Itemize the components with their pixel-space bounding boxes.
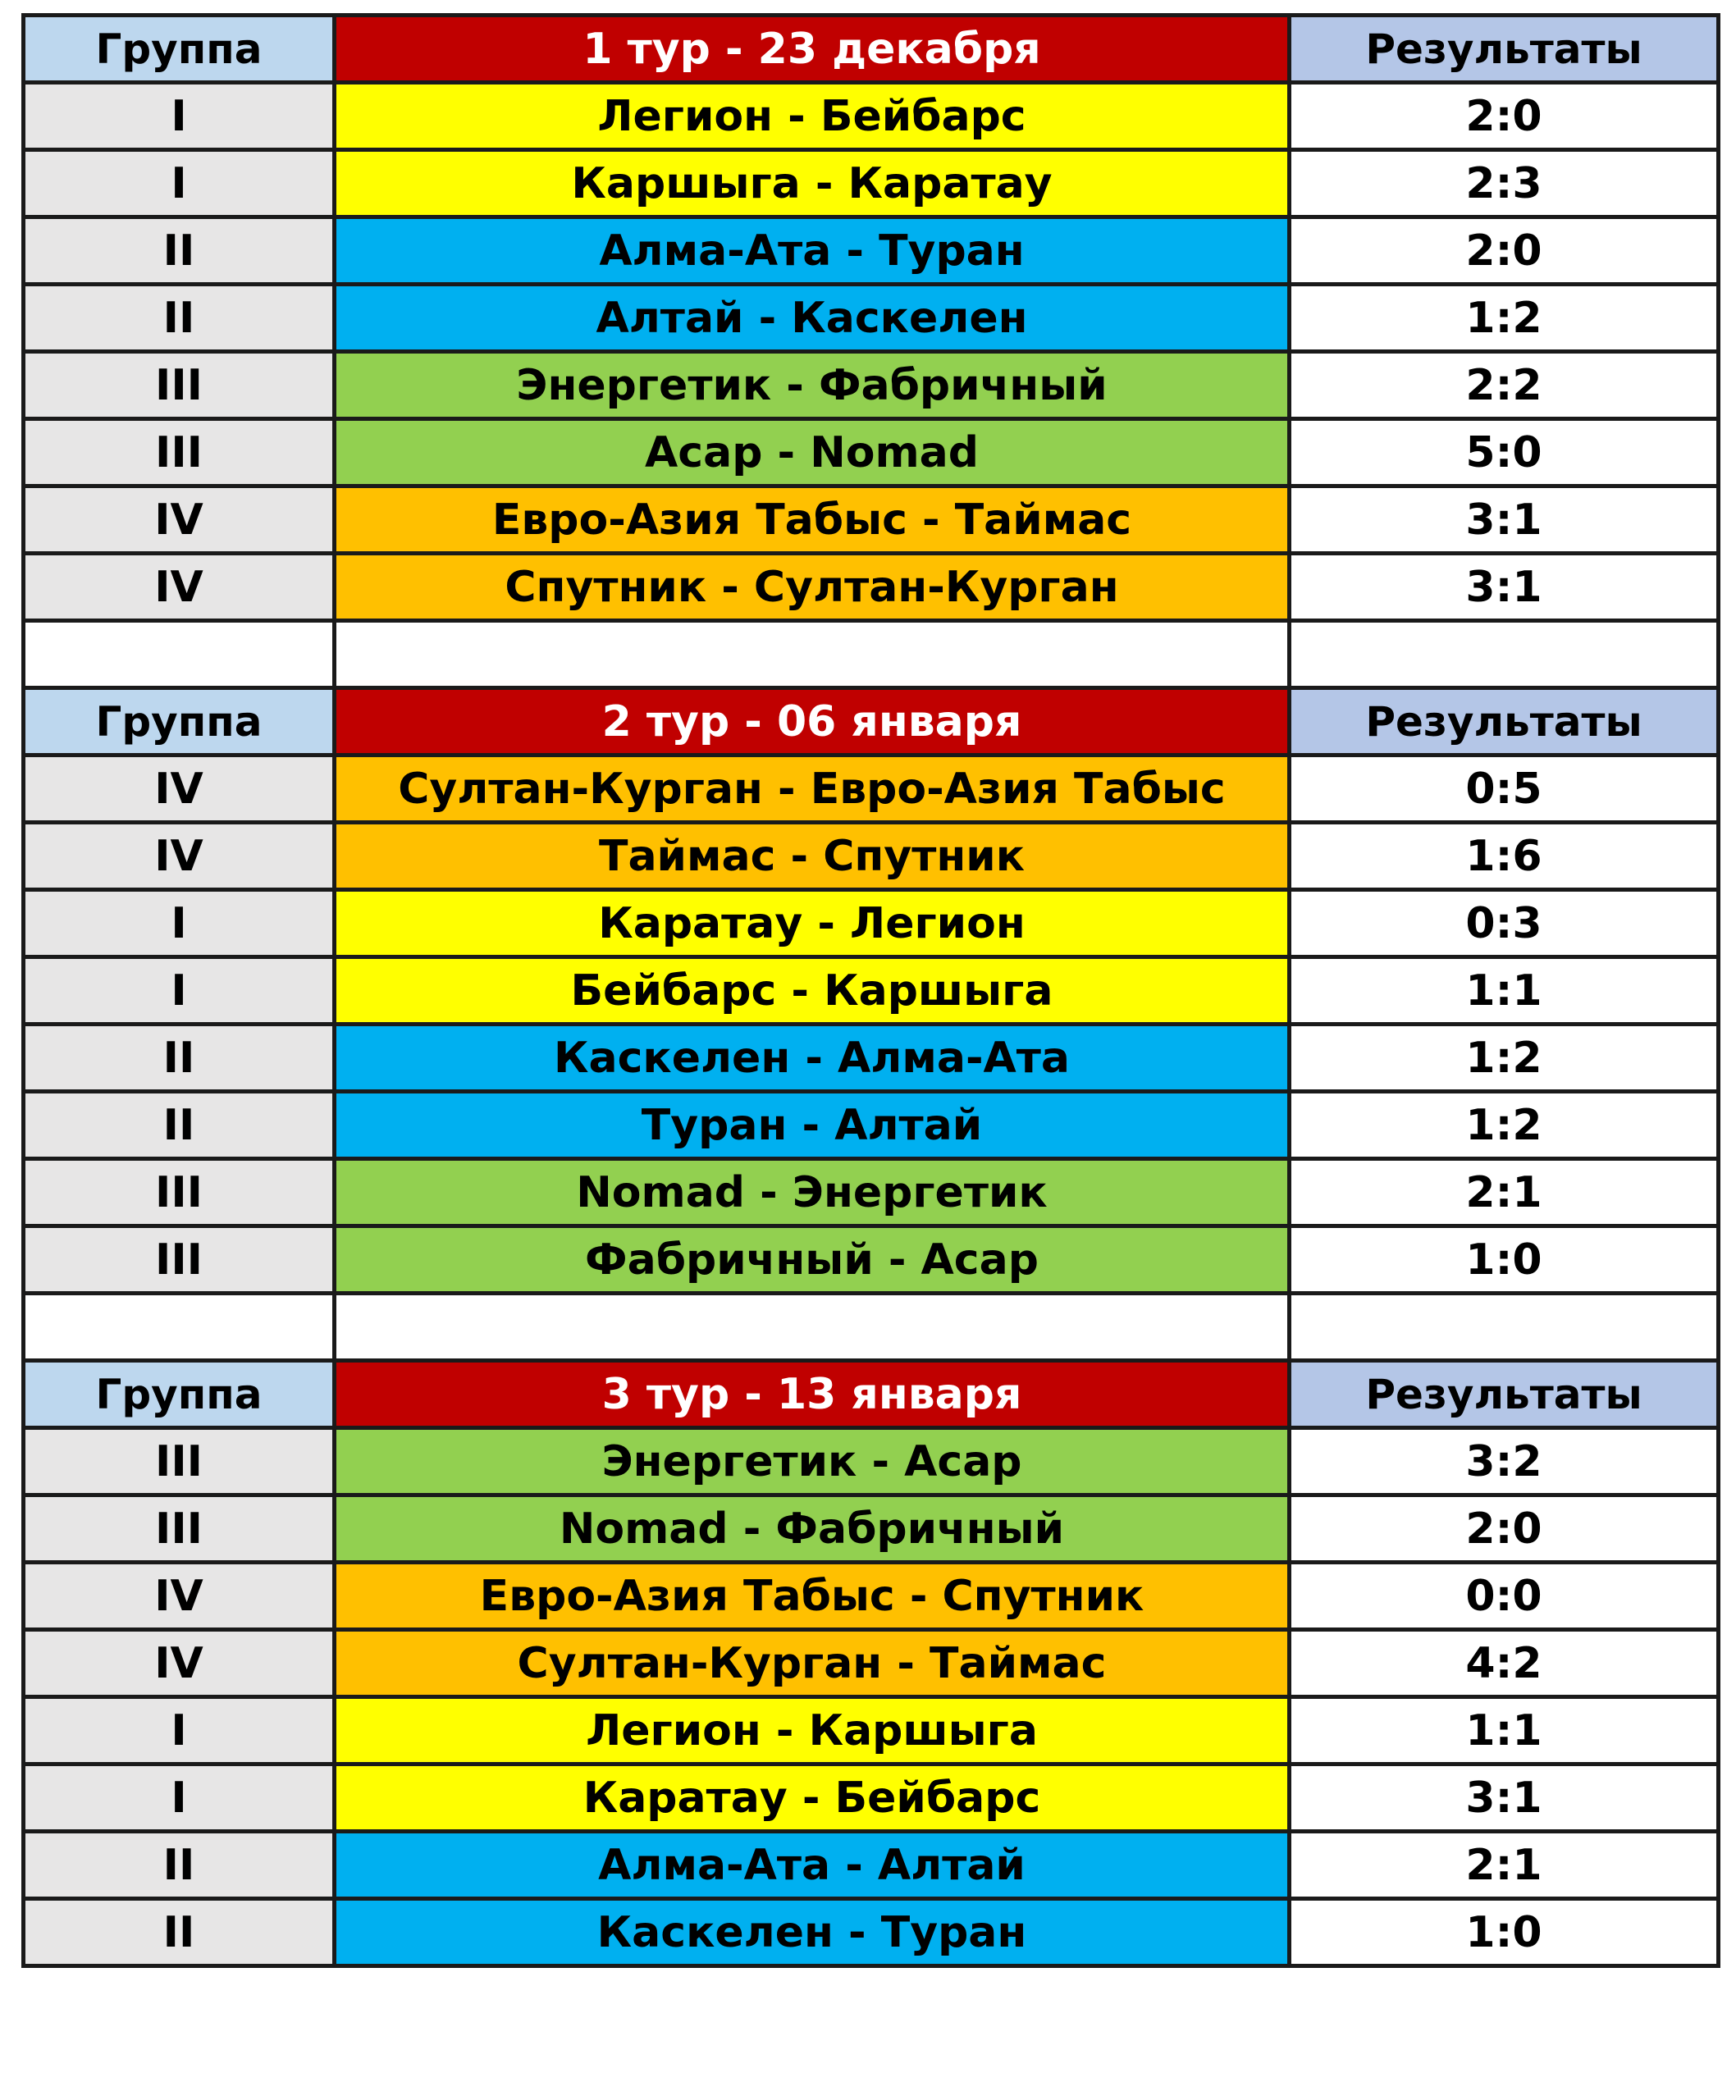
group-column-header: Группа bbox=[24, 688, 335, 756]
group-cell: III bbox=[24, 1226, 335, 1294]
group-cell: III bbox=[24, 352, 335, 419]
result-cell: 1:0 bbox=[1290, 1899, 1719, 1966]
match-cell: Каратау - Бейбарс bbox=[335, 1764, 1290, 1832]
group-cell: IV bbox=[24, 486, 335, 554]
match-row bbox=[24, 957, 1719, 1025]
match-row bbox=[24, 285, 1719, 352]
empty-cell bbox=[24, 621, 335, 688]
match-row bbox=[24, 554, 1719, 621]
match-row bbox=[24, 486, 1719, 554]
result-cell: 0:3 bbox=[1290, 890, 1719, 957]
result-cell: 3:2 bbox=[1290, 1428, 1719, 1495]
match-row bbox=[24, 1226, 1719, 1294]
result-cell: 0:0 bbox=[1290, 1563, 1719, 1630]
match-cell: Таймас - Спутник bbox=[335, 823, 1290, 890]
match-cell: Каратау - Легион bbox=[335, 890, 1290, 957]
group-cell: II bbox=[24, 285, 335, 352]
result-cell: 1:6 bbox=[1290, 823, 1719, 890]
spacer-row bbox=[24, 1294, 1719, 1361]
match-cell: Евро-Азия Табыс - Спутник bbox=[335, 1563, 1290, 1630]
result-cell: 2:2 bbox=[1290, 352, 1719, 419]
match-row bbox=[24, 1832, 1719, 1899]
match-cell: Асар - Nomad bbox=[335, 419, 1290, 486]
match-row bbox=[24, 1764, 1719, 1832]
result-cell: 2:0 bbox=[1290, 83, 1719, 150]
match-cell: Каскелен - Туран bbox=[335, 1899, 1290, 1966]
result-cell: 2:1 bbox=[1290, 1159, 1719, 1226]
spacer-row bbox=[24, 621, 1719, 688]
group-cell: III bbox=[24, 419, 335, 486]
match-row bbox=[24, 1495, 1719, 1563]
group-cell: IV bbox=[24, 756, 335, 823]
match-row bbox=[24, 1630, 1719, 1697]
group-column-header: Группа bbox=[24, 16, 335, 83]
match-cell: Туран - Алтай bbox=[335, 1092, 1290, 1159]
match-row bbox=[24, 1899, 1719, 1966]
match-cell: Бейбарс - Каршыга bbox=[335, 957, 1290, 1025]
match-cell: Алма-Ата - Алтай bbox=[335, 1832, 1290, 1899]
empty-cell bbox=[335, 1294, 1290, 1361]
schedule-body bbox=[24, 16, 1719, 1966]
result-cell: 1:2 bbox=[1290, 285, 1719, 352]
match-row bbox=[24, 419, 1719, 486]
group-cell: I bbox=[24, 957, 335, 1025]
results-column-header: Результаты bbox=[1290, 688, 1719, 756]
match-cell: Легион - Бейбарс bbox=[335, 83, 1290, 150]
group-cell: IV bbox=[24, 1563, 335, 1630]
match-cell: Алтай - Каскелен bbox=[335, 285, 1290, 352]
match-row bbox=[24, 1697, 1719, 1764]
round-title: 3 тур - 13 января bbox=[335, 1361, 1290, 1428]
match-cell: Алма-Ата - Туран bbox=[335, 217, 1290, 285]
result-cell: 2:3 bbox=[1290, 150, 1719, 217]
match-row bbox=[24, 1159, 1719, 1226]
result-cell: 1:2 bbox=[1290, 1092, 1719, 1159]
empty-cell bbox=[24, 1294, 335, 1361]
match-row bbox=[24, 352, 1719, 419]
results-column-header: Результаты bbox=[1290, 1361, 1719, 1428]
result-cell: 4:2 bbox=[1290, 1630, 1719, 1697]
group-cell: II bbox=[24, 1025, 335, 1092]
group-cell: III bbox=[24, 1159, 335, 1226]
match-cell: Султан-Курган - Таймас bbox=[335, 1630, 1290, 1697]
result-cell: 2:0 bbox=[1290, 1495, 1719, 1563]
match-row bbox=[24, 823, 1719, 890]
result-cell: 2:1 bbox=[1290, 1832, 1719, 1899]
match-cell: Nomad - Энергетик bbox=[335, 1159, 1290, 1226]
group-cell: II bbox=[24, 1092, 335, 1159]
result-cell: 0:5 bbox=[1290, 756, 1719, 823]
match-cell: Фабричный - Асар bbox=[335, 1226, 1290, 1294]
result-cell: 1:1 bbox=[1290, 957, 1719, 1025]
result-cell: 5:0 bbox=[1290, 419, 1719, 486]
match-row bbox=[24, 756, 1719, 823]
result-cell: 3:1 bbox=[1290, 1764, 1719, 1832]
match-cell: Nomad - Фабричный bbox=[335, 1495, 1290, 1563]
match-row bbox=[24, 890, 1719, 957]
match-row bbox=[24, 1025, 1719, 1092]
match-row bbox=[24, 150, 1719, 217]
empty-cell bbox=[1290, 621, 1719, 688]
results-column-header: Результаты bbox=[1290, 16, 1719, 83]
group-cell: II bbox=[24, 217, 335, 285]
empty-cell bbox=[1290, 1294, 1719, 1361]
group-cell: I bbox=[24, 1697, 335, 1764]
round-title: 1 тур - 23 декабря bbox=[335, 16, 1290, 83]
group-cell: III bbox=[24, 1428, 335, 1495]
result-cell: 2:0 bbox=[1290, 217, 1719, 285]
match-row bbox=[24, 1092, 1719, 1159]
round-header-row bbox=[24, 688, 1719, 756]
group-cell: II bbox=[24, 1832, 335, 1899]
round-header-row bbox=[24, 1361, 1719, 1428]
match-cell: Спутник - Султан-Курган bbox=[335, 554, 1290, 621]
group-cell: I bbox=[24, 150, 335, 217]
group-cell: I bbox=[24, 83, 335, 150]
group-cell: IV bbox=[24, 554, 335, 621]
result-cell: 1:2 bbox=[1290, 1025, 1719, 1092]
group-cell: I bbox=[24, 890, 335, 957]
schedule-table bbox=[21, 13, 1720, 1968]
match-row bbox=[24, 217, 1719, 285]
match-cell: Каршыга - Каратау bbox=[335, 150, 1290, 217]
match-cell: Энергетик - Фабричный bbox=[335, 352, 1290, 419]
match-cell: Евро-Азия Табыс - Таймас bbox=[335, 486, 1290, 554]
result-cell: 3:1 bbox=[1290, 554, 1719, 621]
match-row bbox=[24, 1428, 1719, 1495]
empty-cell bbox=[335, 621, 1290, 688]
group-column-header: Группа bbox=[24, 1361, 335, 1428]
group-cell: III bbox=[24, 1495, 335, 1563]
match-row bbox=[24, 83, 1719, 150]
group-cell: I bbox=[24, 1764, 335, 1832]
group-cell: IV bbox=[24, 1630, 335, 1697]
round-header-row bbox=[24, 16, 1719, 83]
match-cell: Каскелен - Алма-Ата bbox=[335, 1025, 1290, 1092]
result-cell: 1:1 bbox=[1290, 1697, 1719, 1764]
match-cell: Энергетик - Асар bbox=[335, 1428, 1290, 1495]
round-title: 2 тур - 06 января bbox=[335, 688, 1290, 756]
result-cell: 3:1 bbox=[1290, 486, 1719, 554]
result-cell: 1:0 bbox=[1290, 1226, 1719, 1294]
group-cell: IV bbox=[24, 823, 335, 890]
group-cell: II bbox=[24, 1899, 335, 1966]
match-cell: Султан-Курган - Евро-Азия Табыс bbox=[335, 756, 1290, 823]
match-cell: Легион - Каршыга bbox=[335, 1697, 1290, 1764]
match-row bbox=[24, 1563, 1719, 1630]
